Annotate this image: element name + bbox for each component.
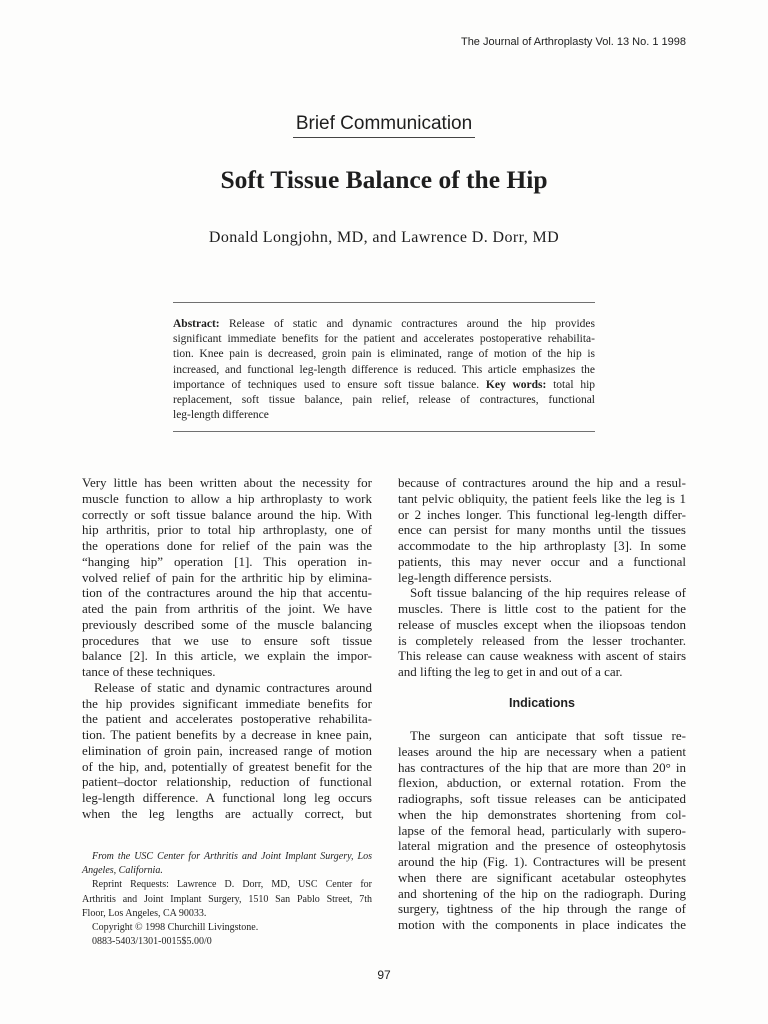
text-line: This release can cause weakness with ascent of stairs <box>398 648 686 664</box>
text-line: elimination of groin pain, increased range of motion <box>82 742 372 758</box>
text-line: leg-length difference. A functional long leg occurs <box>82 790 372 805</box>
paragraph <box>398 475 686 585</box>
text-line: Soft tissue balancing of the hip requires release of <box>410 585 686 601</box>
text-line: muscle function to allow a hip arthroplasty to work <box>82 490 372 506</box>
text-line: the hip provides significant immediate benefits for <box>82 695 372 711</box>
text-line: and lifting the leg to get in and out of a car. <box>398 664 623 679</box>
text-line: lapse of the femoral head, particularly with supero- <box>398 822 686 838</box>
footnote-affiliation-line: From the USC Center for Arthritis and Joint Implant Surgery, Los <box>92 851 372 862</box>
journal-header: The Journal of Arthroplasty Vol. 13 No. 1 1998 <box>460 36 686 48</box>
text-line: and shortening of the hip on the radiograph. During <box>398 885 686 901</box>
text-line: lateral migration and the presence of osteophytosis <box>398 838 686 854</box>
footnote-reprint-line: Reprint Requests: Lawrence D. Dorr, MD, USC Center for <box>92 879 372 891</box>
text-line: leases around the hip are necessary when a patient <box>398 743 686 759</box>
text-line: Release of static and dynamic contractures around <box>94 679 372 695</box>
footnote <box>82 850 372 949</box>
section-label: Brief Communication <box>293 113 475 138</box>
footnote-code: 0883-5403/1301-0015$5.00/0 <box>92 936 212 948</box>
footnote-reprint-line: Arthritis and Joint Implant Surgery, 1510 San Pablo Street, 7th <box>82 893 372 905</box>
text-line: ated the pain from arthritis of the joint. We have <box>82 601 372 616</box>
text-line: has contractures of the hip that are more than 20° in <box>398 759 686 775</box>
text-line: or 2 inches longer. This functional leg-length differ- <box>398 506 686 522</box>
text-line: “hanging hip” operation [1]. This operation in- <box>82 553 372 569</box>
text-line: the operations done for relief of the pain was the <box>82 538 372 553</box>
text-line: of the hip, and, potentially of greatest benefit for the <box>82 758 372 774</box>
text-line: tance of these techniques. <box>82 664 216 679</box>
section-label-container <box>0 113 768 138</box>
keywords-label: Key words: <box>485 378 547 391</box>
text-line: leg-length difference persists. <box>398 569 552 585</box>
text-line: volved relief of pain for the arthritic hip by elimina- <box>82 569 372 585</box>
abstract-line: replacement, soft tissue balance, pain relief, release of contractures, functional <box>173 394 595 407</box>
abstract-label: Abstract: <box>173 318 220 330</box>
abstract-bottom-rule <box>173 431 595 432</box>
text-line: The surgeon can anticipate that soft tissue re- <box>410 728 686 744</box>
text-line: Very little has been written about the necessity for <box>82 475 372 490</box>
text-line: tion of the contractures around the hip that accentu- <box>82 585 372 601</box>
text-line: procedures that we use to ensure soft tissue <box>82 632 372 648</box>
text-line: ence can persist for many months until the tissues <box>398 522 686 538</box>
paragraph <box>398 585 686 680</box>
abstract-line <box>173 317 595 332</box>
text-line: flexion, abduction, or external rotation. From the <box>398 775 686 791</box>
text-line: release of muscles except when the iliopsoas tendon <box>398 616 686 632</box>
text-line: when the leg lengths are actually correct, but <box>82 805 372 821</box>
text-line: because of contractures around the hip and a resul- <box>398 475 686 490</box>
footnote-copyright: Copyright © 1998 Churchill Livingstone. <box>92 922 259 934</box>
abstract-line: leg-length difference <box>173 409 269 422</box>
article-authors: Donald Longjohn, MD, and Lawrence D. Dorr, MD <box>208 229 560 246</box>
abstract-line <box>173 378 595 393</box>
text-line: patient–doctor relationship, reduction of functional <box>82 774 372 790</box>
text-line: radiographs, soft tissue releases can be anticipated <box>398 791 686 807</box>
text-line: muscles. There is little cost to the patient for the <box>398 601 686 616</box>
left-column <box>82 475 372 822</box>
abstract <box>173 317 595 423</box>
paragraph <box>82 475 372 680</box>
text-line: previously described some of the muscle balancing <box>82 616 372 632</box>
abstract-text: Release of static and dynamic contractures around the hip provides <box>228 318 595 330</box>
right-column <box>398 475 686 933</box>
text-line: patients, this may never occur and a functional <box>398 553 686 569</box>
text-line: motion with the components in place indicates the <box>398 917 686 933</box>
text-line: tant pelvic obliquity, the patient feels like the leg is 1 <box>398 490 686 506</box>
text-line: when there are significant acetabular osteophytes <box>398 869 686 885</box>
section-heading: Indications <box>509 696 575 711</box>
text-line: surgery, tightness of the hip through the range of <box>398 901 686 917</box>
paragraph <box>82 680 372 822</box>
text-line: accommodate to the hip arthroplasty [3]. In some <box>398 538 686 553</box>
abstract-line: tion. Knee pain is decreased, groin pain is eliminated, range of motion of the hip is <box>173 348 595 361</box>
footnote-affiliation-line: Angeles, California. <box>82 865 163 877</box>
abstract-line: significant immediate benefits for the patient and accelerates postoperative rehabilita- <box>173 333 595 346</box>
text-line: when the hip demonstrates shortening from col- <box>398 806 686 822</box>
keywords-text: total hip <box>553 378 596 391</box>
abstract-top-rule <box>173 302 595 303</box>
text-line: correctly or soft tissue balance around the hip. With <box>82 506 372 522</box>
footnote-reprint-line: Floor, Los Angeles, CA 90033. <box>82 907 207 919</box>
text-line: is completely released from the lesser trochanter. <box>398 632 686 648</box>
abstract-text: importance of techniques used to ensure soft tissue balance. <box>173 378 480 391</box>
text-line: around the hip (Fig. 1). Contractures will be present <box>398 854 686 870</box>
article-title: Soft Tissue Balance of the Hip <box>220 165 548 194</box>
page-number: 97 <box>377 968 391 982</box>
text-line: balance [2]. In this article, we explain the impor- <box>82 648 372 664</box>
paragraph <box>398 728 686 933</box>
abstract-line: increased, and functional leg-length difference is reduced. This article emphasizes the <box>173 363 595 376</box>
text-line: hip arthritis, prior to total hip arthroplasty, one of <box>82 522 372 538</box>
text-line: the patient and accelerates postoperative rehabilita- <box>82 711 372 727</box>
text-line: tion. The patient benefits by a decrease in knee pain, <box>82 727 372 742</box>
